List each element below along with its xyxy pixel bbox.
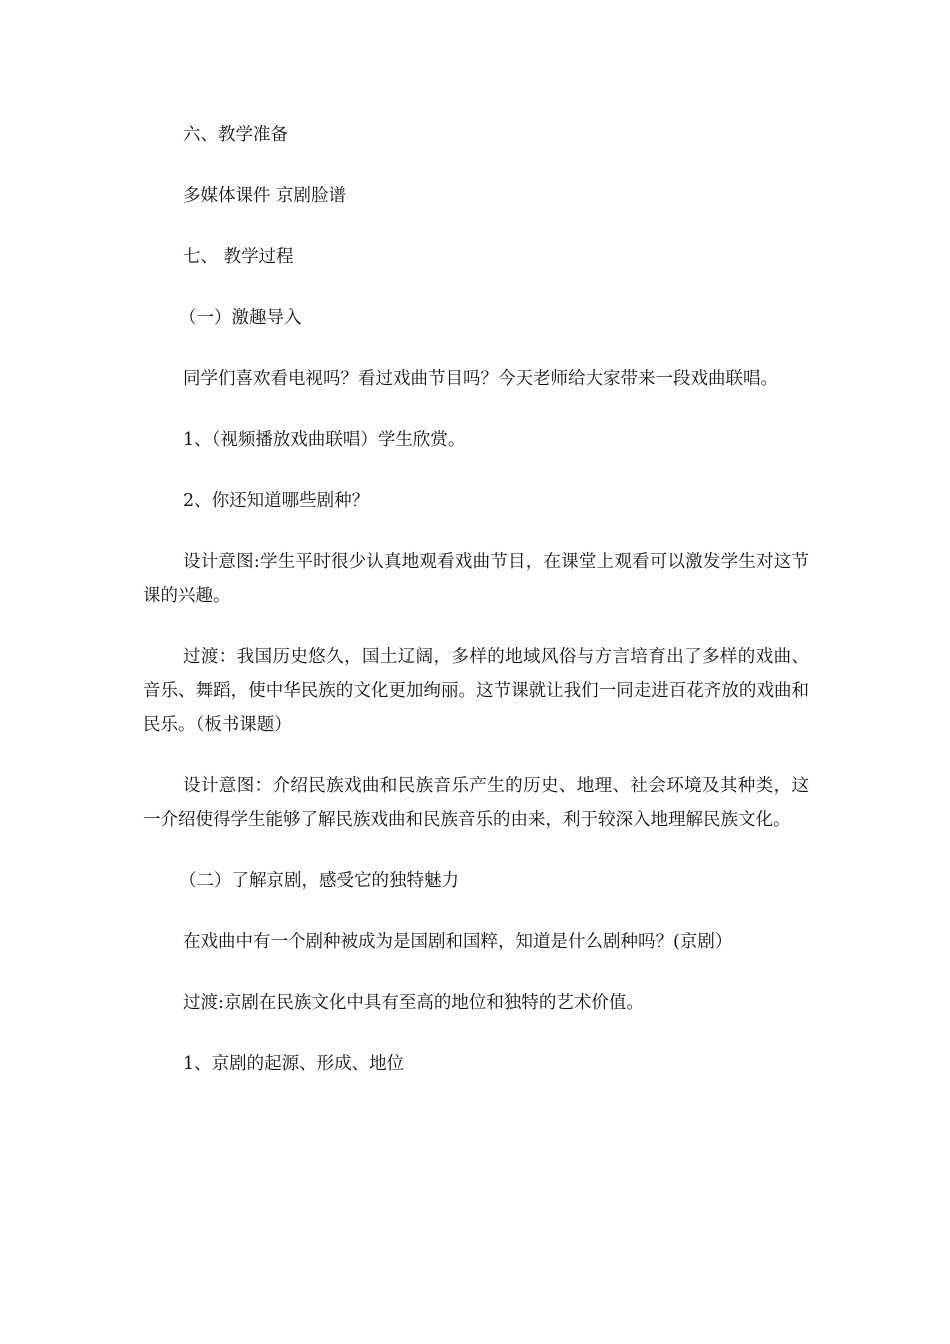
paragraph: 同学们喜欢看电视吗？看过戏曲节目吗？今天老师给大家带来一段戏曲联唱。 — [183, 369, 778, 389]
paragraph: 过渡：我国历史悠久，国土辽阔，多样的地域风俗与方言培育出了多样的戏曲、音乐、舞蹈，使中华民族的文化更加绚丽。这节课就让我们一同走进百花齐放的戏曲和民乐。（板书课题） — [143, 647, 809, 735]
list-item: 1、（视频播放戏曲联唱）学生欣赏。 — [183, 430, 466, 450]
paragraph: 多媒体课件 京剧脸谱 — [183, 186, 347, 206]
paragraph: 设计意图:学生平时很少认真地观看戏曲节目，在课堂上观看可以激发学生对这节课的兴趣。 — [143, 552, 809, 606]
subsection-heading: （二）了解京剧，感受它的独特魅力 — [179, 871, 459, 891]
paragraph: 设计意图：介绍民族戏曲和民族音乐产生的历史、地理、社会环境及其种类，这一介绍使得学生能够了解民族戏曲和民族音乐的由来，利于较深入地理解民族文化。 — [143, 776, 809, 830]
paragraph: 在戏曲中有一个剧种被成为是国剧和国粹，知道是什么剧种吗？(京剧） — [183, 932, 733, 952]
section-heading-process: 七、 教学过程 — [183, 247, 294, 267]
subsection-heading: （一）激趣导入 — [179, 308, 302, 328]
list-item: 2、你还知道哪些剧种？ — [183, 491, 370, 511]
section-heading-preparation: 六、教学准备 — [183, 125, 288, 145]
paragraph: 过渡:京剧在民族文化中具有至高的地位和独特的艺术价值。 — [183, 993, 644, 1013]
document-body — [143, 118, 809, 1108]
list-item: 1、京剧的起源、形成、地位 — [183, 1054, 405, 1074]
